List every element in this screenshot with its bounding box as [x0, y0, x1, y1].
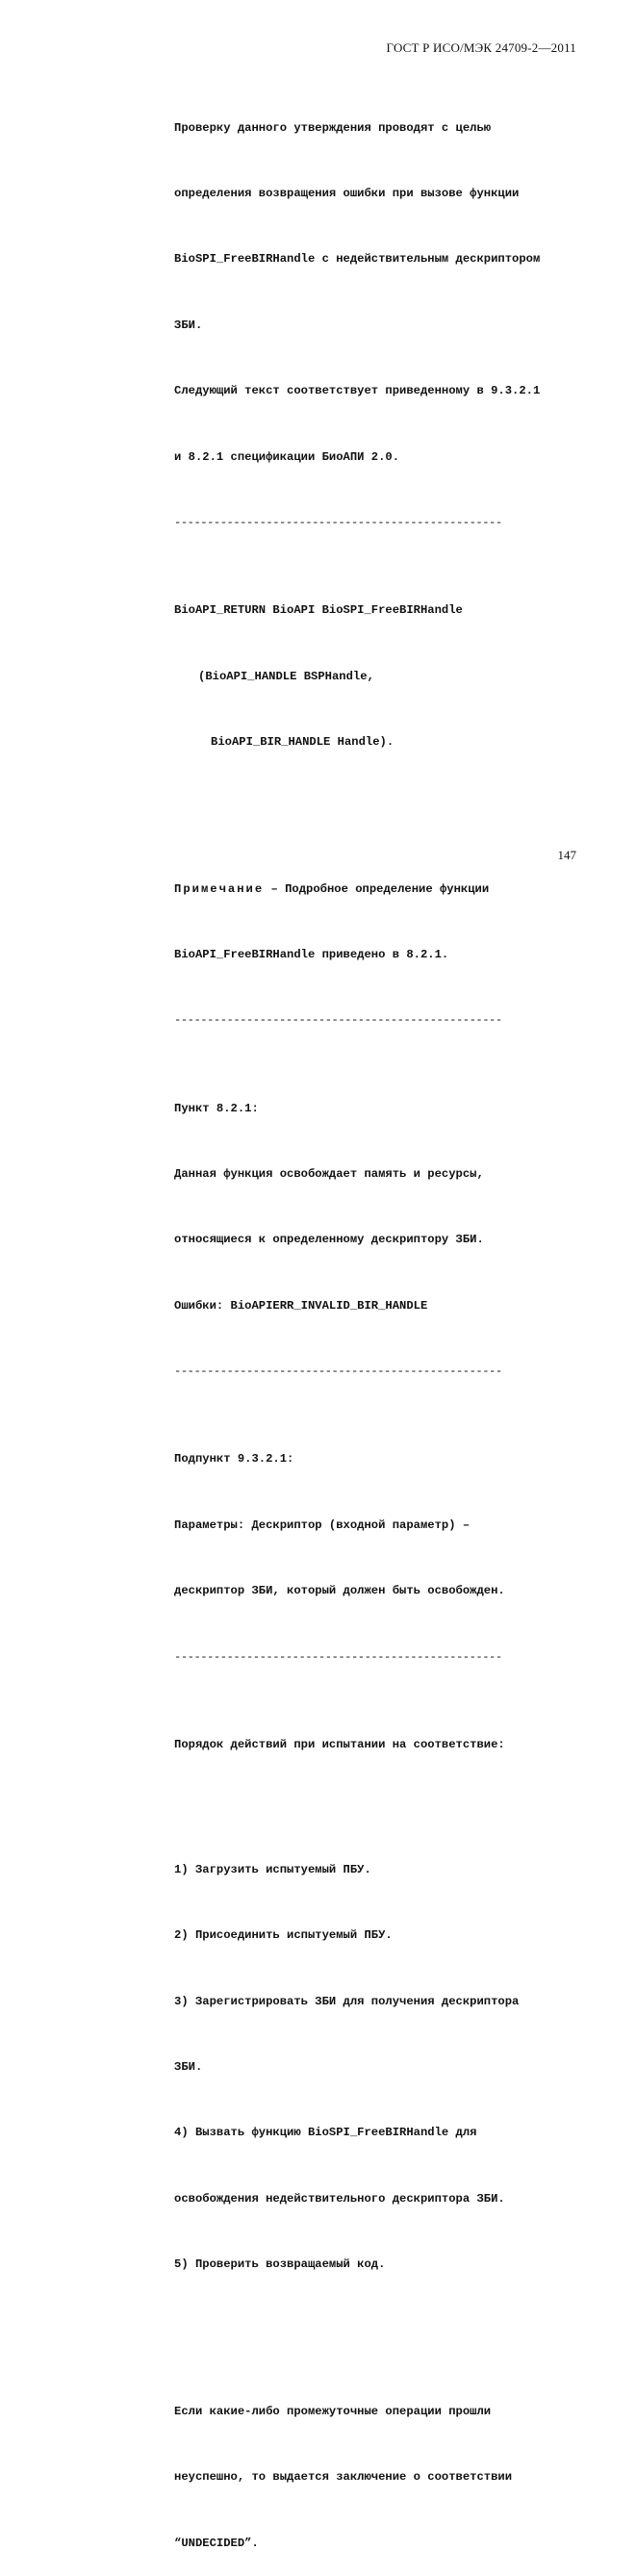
clause-line: Ошибки: BioAPIERR_INVALID_BIR_HANDLE [174, 1298, 428, 1313]
procedure-step: 4) Вызвать функцию BioSPI_FreeBIRHandle для [174, 2126, 477, 2140]
procedure-step: 2) Присоединить испытуемый ПБУ. [174, 1928, 393, 1943]
page-number: 147 [557, 848, 576, 862]
procedure-step: ЗБИ. [174, 2059, 203, 2074]
intro-line: Следующий текст соответствует приведенному в 9.3.2.1 [174, 384, 541, 398]
separator-line: -------------------------------------------------- [174, 1013, 502, 1028]
subclause-line: Параметры: Дескриптор (входной параметр) – [174, 1518, 471, 1532]
note-line [174, 879, 598, 901]
procedure-step: освобождения недействительного дескриптора ЗБИ. [174, 2191, 505, 2206]
separator-line: -------------------------------------------------- [174, 515, 502, 529]
note-line: BioAPI_FreeBIRHandle приведено в 8.2.1. [174, 948, 449, 962]
intro-line: определения возвращения ошибки при вызове функции [174, 186, 520, 200]
signature-line: BioAPI_RETURN BioAPI BioSPI_FreeBIRHandle [174, 603, 463, 618]
signature-line: BioAPI_BIR_HANDLE Handle). [211, 734, 394, 749]
subclause-title: Подпункт 9.3.2.1: [174, 1452, 294, 1467]
note-label: Примечание [174, 881, 265, 896]
procedure-step: 1) Загрузить испытуемый ПБУ. [174, 1862, 371, 1876]
conclusion-line: Если какие-либо промежуточные операции прошли [174, 2404, 492, 2418]
clause-line: Данная функция освобождает память и ресурсы, [174, 1167, 484, 1182]
intro-line: и 8.2.1 спецификации БиоАПИ 2.0. [174, 449, 400, 464]
separator-line: -------------------------------------------------- [174, 1365, 502, 1379]
spacer [174, 1799, 598, 1815]
separator-line: -------------------------------------------------- [174, 1649, 502, 1664]
signature-line: (BioAPI_HANDLE BSPHandle, [198, 669, 374, 683]
spacer [174, 2319, 598, 2334]
procedure-title: Порядок действий при испытании на соответствие: [174, 1737, 505, 1751]
intro-line: BioSPI_FreeBIRHandle с недействительным дескриптором [174, 252, 541, 267]
procedure-step: 5) Проверить возвращаемый код. [174, 2257, 386, 2272]
conclusion-line: неуспешно, то выдается заключение о соответствии [174, 2470, 513, 2485]
procedure-step: 3) Зарегистрировать ЗБИ для получения дескриптора [174, 1994, 520, 2008]
document-header: ГОСТ Р ИСО/МЭК 24709-2—2011 [386, 40, 576, 55]
note-text: – Подробное определение функции [264, 881, 490, 896]
clause-title: Пункт 8.2.1: [174, 1101, 259, 1115]
subclause-line: дескриптор ЗБИ, который должен быть освобожден. [174, 1584, 505, 1598]
intro-line: ЗБИ. [174, 318, 203, 332]
document-body [174, 73, 598, 2576]
spacer [174, 797, 598, 812]
conclusion-line: “UNDECIDED”. [174, 2536, 259, 2550]
intro-line: Проверку данного утверждения проводят с целью [174, 120, 492, 135]
clause-line: относящиеся к определенному дескриптору ЗБИ. [174, 1233, 484, 1247]
